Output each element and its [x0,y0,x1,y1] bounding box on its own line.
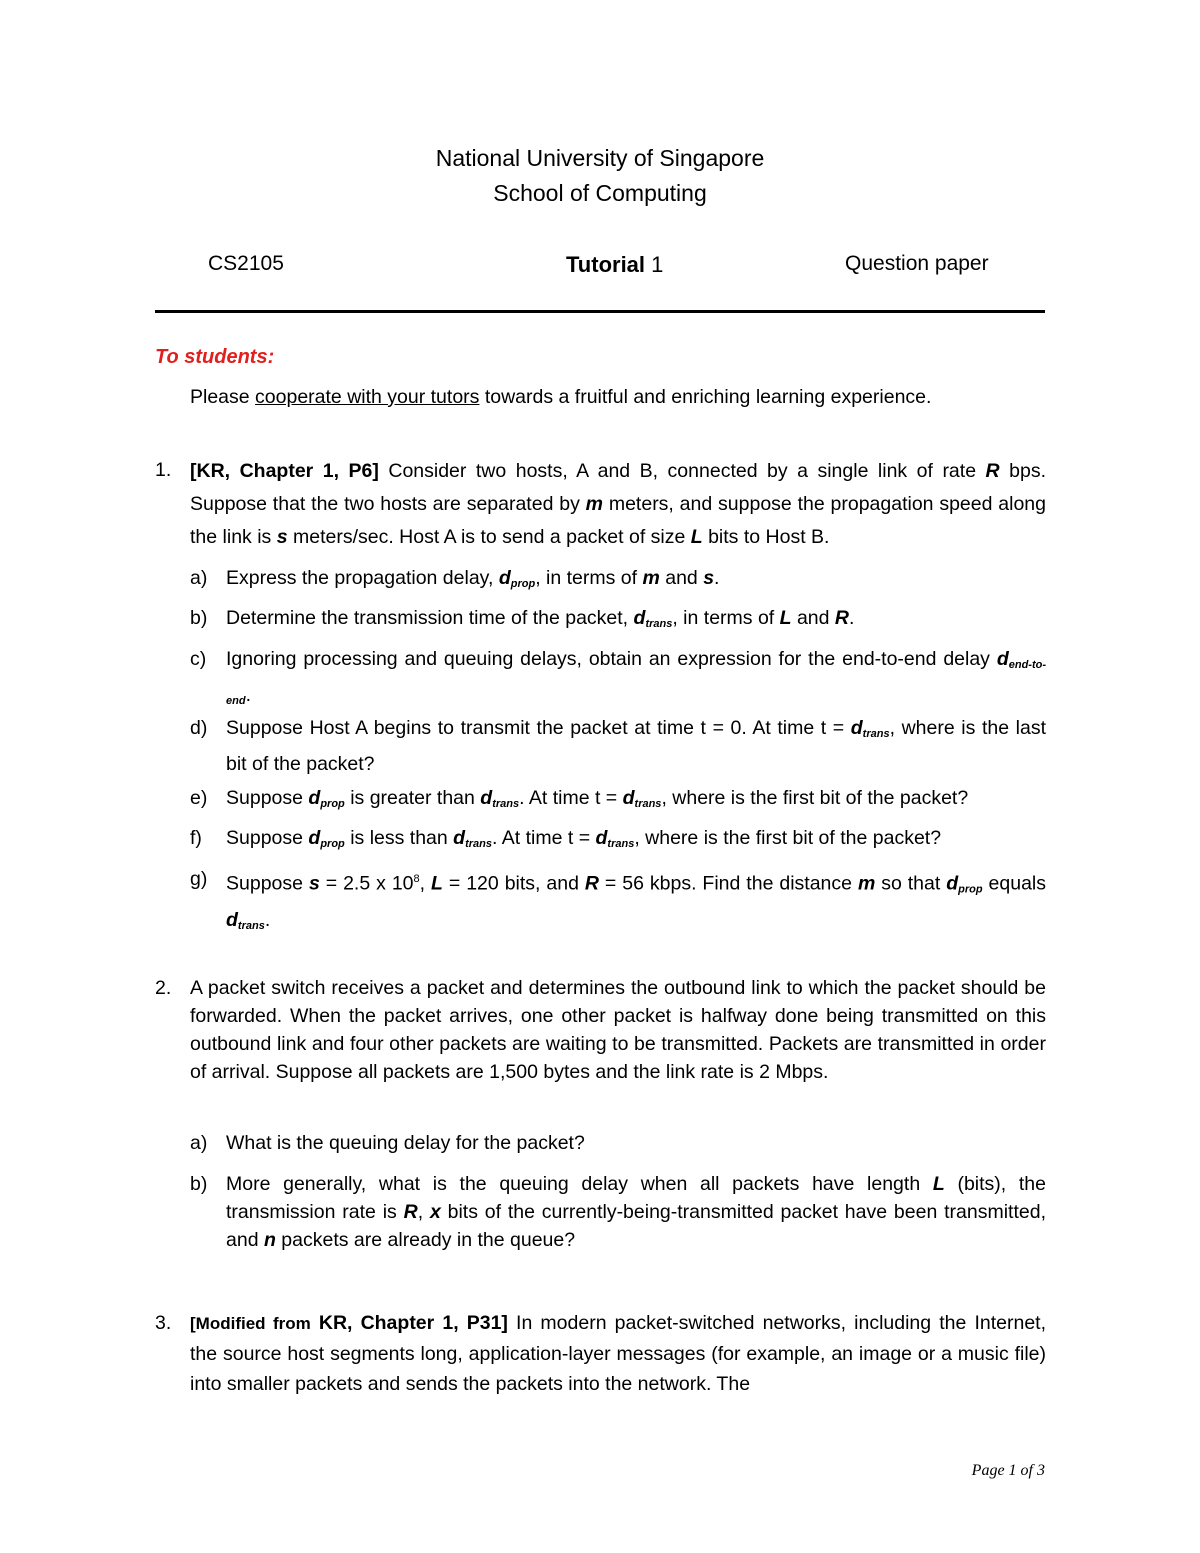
q1-part-f-text: Suppose dprop is less than dtrans. At time t = dtrans, where is the first bit of the packet? [226,827,942,850]
question-1-text: [KR, Chapter 1, P6] Consider two hosts, A and B, connected by a single link of rate R bps. Suppose that the two hosts are separated by m meters, and suppose the propagation speed along the link is s meters/sec. Host A is to send a packet of size L bits to Host B. [190,460,1047,548]
question-2-text: A packet switch receives a packet and determines the outbound link to which the packet should be forwarded. When the packet arrives, one other packet is halfway done being transmitted on this outbound link and four other packets are waiting to be transmitted. Packets are transmitted in order of arrival. Suppose all packets are 1,500 bytes and the link rate is 2 Mbps. [190,977,1046,1083]
question-2-number: 2. [155,977,172,999]
course-code: CS2105 [208,252,284,275]
q1-part-g-label: g) [190,868,208,890]
q1-part-c-text: Ignoring processing and queuing delays, obtain an expression for the end-to-end delay dend-to-end. [226,648,1046,707]
q2-part-a-text: What is the queuing delay for the packet? [226,1132,585,1154]
question-3-text: [Modified from KR, Chapter 1, P31] In modern packet-switched networks, including the Internet, the source host segments long, application-layer messages (for example, an image or a music file) into smaller packets and sends the packets into the network. The [190,1312,1047,1395]
q1-part-d-label: d) [190,717,208,739]
q1-part-b-text: Determine the transmission time of the packet, dtrans, in terms of L and R. [226,607,855,630]
q1-part-f-label: f) [190,827,202,849]
q1-part-d-text: Suppose Host A begins to transmit the packet at time t = 0. At time t = dtrans, where is the last bit of the packet? [226,717,1046,775]
school-name: School of Computing [493,180,707,206]
question-3-number: 3. [155,1312,172,1334]
q2-part-b-label: b) [190,1173,208,1195]
university-name: National University of Singapore [435,145,765,171]
q1-part-e-text: Suppose dprop is greater than dtrans. At time t = dtrans, where is the first bit of the packet? [226,787,969,810]
q1-part-g-text: Suppose s = 2.5 x $10^8$, L = 120 bits, and R = 56 kbps. Find the distance m so that dprop equals dtrans. [226,872,1047,932]
question-1-number: 1. [155,459,172,481]
header-divider [155,310,1045,313]
q1-part-c-label: c) [190,648,207,670]
q2-part-b-text: More generally, what is the queuing delay when all packets have length L (bits), the transmission rate is R, x bits of the currently-being-transmitted packet have been transmitted, and n packets are already in the queue? [226,1173,1047,1251]
tutorial-title: Tutorial 1 [566,252,664,277]
q1-part-e-label: e) [190,787,208,809]
paper-type: Question paper [845,252,989,275]
q1-part-b-label: b) [190,607,208,629]
q2-part-a-label: a) [190,1132,208,1154]
students-heading: To students: [155,346,275,368]
q1-part-a-text: Express the propagation delay, dprop, in terms of m and s. [226,567,720,590]
intro-text: Please cooperate with your tutors towards a fruitful and enriching learning experience. [190,386,932,408]
q1-part-a-label: a) [190,567,208,589]
page-number: Page 1 of 3 [971,1462,1045,1479]
